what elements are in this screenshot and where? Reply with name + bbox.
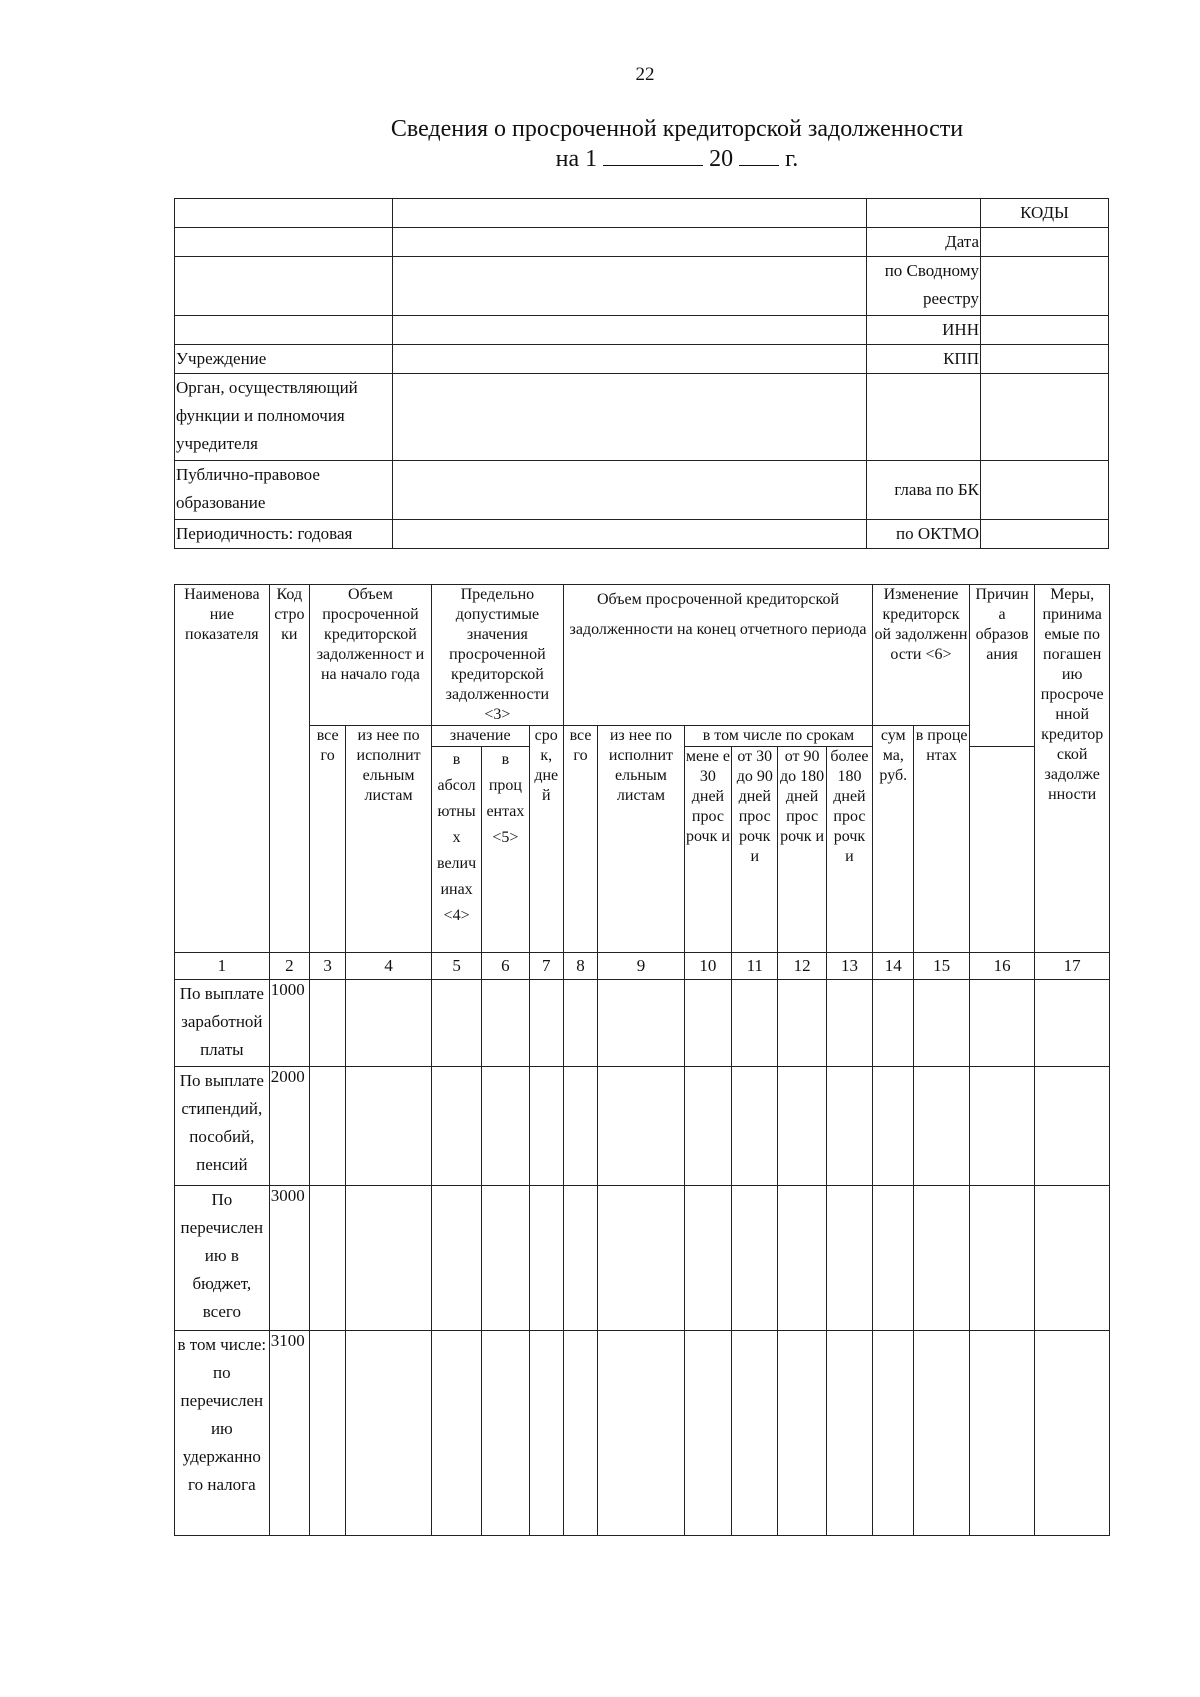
founder-label-line2: функции и полномочия [176,406,345,425]
data-cell[interactable] [732,1331,778,1536]
data-cell[interactable] [826,1186,872,1331]
row-label: По выплате стипендий, пособий, пенсий [175,1067,270,1186]
date-code-field[interactable] [981,228,1109,257]
col-start-volume-header: Объем просроченной кредиторской задолженност и на начало года [309,585,431,726]
data-cell[interactable] [563,1186,597,1331]
col-value-header: значение [431,726,529,747]
founder-label-line3: учредителя [176,434,258,453]
periodicity-label: Периодичность: годовая [175,520,393,549]
data-cell[interactable] [309,1186,345,1331]
data-cell[interactable] [529,1186,563,1331]
data-cell[interactable] [529,1331,563,1536]
data-cell[interactable] [563,1067,597,1186]
month-blank[interactable] [603,147,703,166]
public-entity-field[interactable] [393,461,867,520]
data-cell[interactable] [778,980,826,1067]
data-cell[interactable] [1035,980,1110,1067]
col-num: 13 [826,953,872,980]
row-code: 3100 [269,1331,309,1536]
col-name-header: Наименова ние показателя [175,585,270,953]
req-cell [175,257,393,316]
table-row [175,1331,1110,1536]
data-cell[interactable] [431,1331,481,1536]
oktmo-label: по ОКТМО [867,520,981,549]
col-cause-header: Причин а образов ания [969,585,1034,747]
data-cell[interactable] [826,1067,872,1186]
title-line-1: Сведения о просроченной кредиторской задолженности [390,116,964,142]
col-num: 9 [598,953,685,980]
row-code: 3000 [269,1186,309,1331]
data-cell[interactable] [309,1067,345,1186]
col-end-total: все го [563,726,597,953]
col-num: 16 [969,953,1034,980]
data-cell[interactable] [684,980,731,1067]
public-entity-label-line1: Публично-правовое [176,465,320,484]
data-cell[interactable] [826,980,872,1067]
data-cell[interactable] [346,1067,432,1186]
row-label: в том числе: по перечислен ию удержанно го налога [175,1331,270,1536]
col-num: 12 [778,953,826,980]
data-cell[interactable] [431,1067,481,1186]
col-change-percent: в проце нтах [914,726,969,953]
data-cell[interactable] [431,1186,481,1331]
col-num: 10 [684,953,731,980]
data-cell[interactable] [969,1067,1034,1186]
col-end-exec: из нее по исполнит ельным листам [598,726,685,953]
data-cell[interactable] [914,980,969,1067]
data-cell[interactable] [309,980,345,1067]
data-cell[interactable] [873,980,914,1067]
col-num: 6 [482,953,529,980]
codes-header: КОДЫ [981,199,1109,228]
data-cell[interactable] [684,1186,731,1331]
data-cell[interactable] [482,1186,529,1331]
col-lt30: мене е 30 дней прос рочк и [684,747,731,953]
col-num: 8 [563,953,597,980]
bk-code-field[interactable] [981,461,1109,520]
public-entity-label [175,461,393,520]
col-by-terms-header: в том числе по срокам [684,726,872,747]
col-change-sum: сум ма, руб. [873,726,914,953]
table-row [175,980,1110,1067]
row-code: 2000 [269,1067,309,1186]
table-row [175,1186,1110,1331]
data-cell[interactable] [1035,1067,1110,1186]
col-num: 11 [732,953,778,980]
col-end-volume-header: Объем просроченной кредиторской задолженности на конец отчетного периода [563,585,872,726]
data-cell[interactable] [1035,1186,1110,1331]
oktmo-code-field[interactable] [981,520,1109,549]
data-cell[interactable] [684,1067,731,1186]
col-num: 1 [175,953,270,980]
col-start-exec: из нее по исполнит ельным листам [346,726,432,953]
col-num: 7 [529,953,563,980]
req-cell [175,228,393,257]
data-cell[interactable] [873,1331,914,1536]
data-cell[interactable] [482,1331,529,1536]
registry-code-field[interactable] [981,257,1109,316]
periodicity-field[interactable] [393,520,867,549]
col-num: 15 [914,953,969,980]
data-cell[interactable] [1035,1331,1110,1536]
founder-label [175,374,393,461]
data-cell[interactable] [969,980,1034,1067]
title-line-2 [372,144,982,174]
data-cell[interactable] [969,1331,1034,1536]
year-blank[interactable] [739,147,779,166]
col-num: 2 [269,953,309,980]
form-title [372,114,982,174]
data-cell[interactable] [309,1331,345,1536]
data-cell[interactable] [826,1331,872,1536]
data-cell[interactable] [563,1331,597,1536]
bk-label: глава по БК [867,461,981,520]
data-cell[interactable] [482,980,529,1067]
data-cell[interactable] [529,1067,563,1186]
title-year-prefix: 20 [709,146,734,172]
data-cell[interactable] [346,1186,432,1331]
data-cell[interactable] [873,1067,914,1186]
table-row [175,1067,1110,1186]
col-num: 5 [431,953,481,980]
kpp-label: КПП [867,345,981,374]
data-cell[interactable] [346,980,432,1067]
data-cell[interactable] [482,1067,529,1186]
data-cell[interactable] [563,980,597,1067]
kpp-code-field[interactable] [981,345,1109,374]
row-label: По выплате заработной платы [175,980,270,1067]
founder-label-line1: Орган, осуществляющий [176,378,358,397]
data-cell[interactable] [732,980,778,1067]
founder-code-field[interactable] [981,374,1109,461]
overdue-payables-table [174,584,1110,1536]
req-cell [175,316,393,345]
registry-label [867,257,981,316]
data-cell[interactable] [778,1331,826,1536]
col-gt180: более 180 дней прос рочк и [826,747,872,953]
data-cell[interactable] [431,980,481,1067]
col-90-180: от 90 до 180 дней прос рочк и [778,747,826,953]
title-year-suffix: г. [785,146,799,172]
row-code: 1000 [269,980,309,1067]
col-30-90: от 30 до 90 дней прос рочк и [732,747,778,953]
data-cell[interactable] [969,1186,1034,1331]
req-cell [867,199,981,228]
data-cell[interactable] [598,1186,685,1331]
page-number: 22 [635,64,655,85]
col-num: 17 [1035,953,1110,980]
data-cell[interactable] [598,1331,685,1536]
col-num: 14 [873,953,914,980]
date-label: Дата [867,228,981,257]
col-num: 3 [309,953,345,980]
data-cell[interactable] [732,1186,778,1331]
public-entity-label-line2: образование [176,493,266,512]
req-cell [393,316,867,345]
data-cell[interactable] [914,1067,969,1186]
data-cell[interactable] [873,1186,914,1331]
data-cell[interactable] [346,1331,432,1536]
data-cell[interactable] [598,980,685,1067]
data-cell[interactable] [914,1186,969,1331]
founder-field[interactable] [393,374,867,461]
institution-label: Учреждение [175,345,393,374]
data-cell[interactable] [684,1331,731,1536]
institution-field[interactable] [393,345,867,374]
requisites-table [174,198,1109,549]
req-cell [175,199,393,228]
data-cell[interactable] [732,1067,778,1186]
req-cell [393,199,867,228]
col-start-total: все го [309,726,345,953]
col-code-header: Код стро ки [269,585,309,953]
col-value-pct: в проц ентах <5> [482,747,529,953]
col-num: 4 [346,953,432,980]
col-value-abs: в абсол ютны х велич инах <4> [431,747,481,953]
col-term-header: сро к, дне й [529,726,563,953]
registry-label-line2: реестру [923,289,979,308]
data-cell[interactable] [778,1186,826,1331]
data-cell[interactable] [914,1331,969,1536]
col-limit-header: Предельно допустимые значения просроченной кредиторской задолженности <3> [431,585,563,726]
col-measures-header: Меры, принима емые по погашен ию просроче нной кредитор ской задолже нности [1035,585,1110,953]
row-label: По перечислен ию в бюджет, всего [175,1186,270,1331]
data-cell[interactable] [529,980,563,1067]
data-cell[interactable] [598,1067,685,1186]
title-date-prefix: на 1 [555,146,598,172]
inn-code-field[interactable] [981,316,1109,345]
req-cell [867,374,981,461]
data-cell[interactable] [778,1067,826,1186]
column-number-row [175,953,1110,980]
col-cause-blank [969,747,1034,953]
registry-label-line1: по Сводному [884,261,979,280]
col-change-header: Изменение кредиторск ой задолженн ости <6> [873,585,970,726]
inn-label: ИНН [867,316,981,345]
req-cell [393,228,867,257]
req-cell [393,257,867,316]
